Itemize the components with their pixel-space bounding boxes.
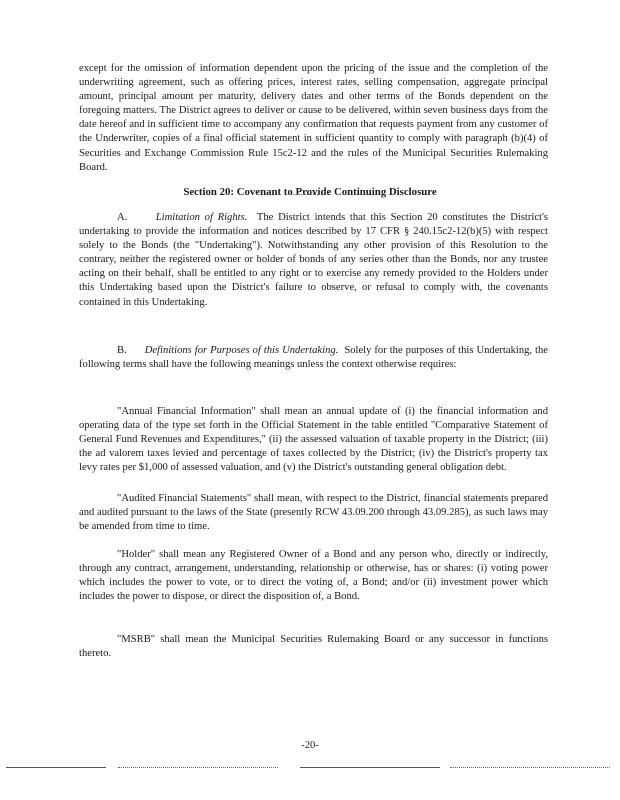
subsection-b-text: Solely for the purposes of this Undertaking, the following terms shall have the following meanings unless the context otherwise requires: <box>79 345 548 371</box>
subsection-b-title: Definitions for Purposes of this Undertaking. <box>144 345 339 356</box>
page-number: -20- <box>301 740 319 751</box>
footer-rule-left <box>6 767 106 768</box>
continuation-paragraph: except for the omission of information dependent upon the pricing of the issue and the completion of the underwriting agreement, such as offering prices, interest rates, selling compensation, aggregate principal amount, principal amount per maturity, delivery dates and other terms of the Bonds dependent on the foregoing matters. The District agrees to deliver or cause to be delivered, within seven business days from the date hereof and in sufficient time to accompany any confirmation that requests payment from any customer of the Underwriter, copies of a final official statement in sufficient quantity to comply with paragraph (b)(4) of Securities and Exchange Commission Rule 15c2-12 and the rules of the Municipal Securities Rulemaking Board. <box>79 63 548 173</box>
footer-rule-far-right <box>450 767 610 768</box>
subsection-a-label: A. <box>117 212 128 223</box>
definition-msrb: "MSRB" shall mean the Municipal Securities Rulemaking Board or any successor in functions thereto. <box>79 634 548 660</box>
subsection-b-label: B. <box>117 345 127 356</box>
definition-annual-financial-information: "Annual Financial Information" shall mean an annual update of (i) the financial information and operating data of the type set forth in the Official Statement in the table entitled "Comparative Statement of General Fund Revenues and Expenditures," (ii) the assessed valuation of taxable property in the District; (iii) the ad valorem taxes levied and percentage of taxes collected by the District; (iv) the District's property tax levy rates per $1,000 of assessed valuation, and (v) the District's outstanding general obligation debt. <box>79 406 548 474</box>
subsection-a-paragraph <box>79 211 548 310</box>
definition-holder: "Holder" shall mean any Registered Owner of a Bond and any person who, directly or indirectly, through any contract, arrangement, understanding, relationship or otherwise, has or shares: (i) voting power which includes the power to vote, or to direct the voting of, a Bond; and/or (ii) investment power which includes the power to dispose, or direct the disposition of, a Bond. <box>79 549 548 603</box>
subsection-a-text: The District intends that this Section 20 constitutes the District's undertaking to provide the information and notices described by 17 CFR § 240.15c2-12(b)(5) with respect solely to the Bonds (the "Undertaking"). Notwithstanding any other provision of this Resolution to the contrary, neither the registered owner or holder of bonds of any series other than the Bonds, nor any trustee acting on their behalf, shall be entitled to any right or to exercise any remedy provided to the Holders under this Undertaking based upon the District's failure to observe, or refusal to comply with, the covenants contained in this Undertaking. <box>79 212 549 308</box>
definition-audited-financial-statements: "Audited Financial Statements" shall mean, with respect to the District, financial statements prepared and audited pursuant to the laws of the State (presently RCW 43.09.200 through 43.09.285), as such laws may be amended from time to time. <box>79 493 548 533</box>
footer-rule-middle <box>118 767 278 768</box>
section-heading: Section 20: Covenant to Provide Continuing Disclosure <box>183 186 437 198</box>
subsection-a-title: Limitation of Rights. <box>155 212 248 223</box>
subsection-b-paragraph <box>79 344 548 372</box>
heading-dot-rule <box>290 194 326 195</box>
footer-rule-right <box>300 767 440 768</box>
